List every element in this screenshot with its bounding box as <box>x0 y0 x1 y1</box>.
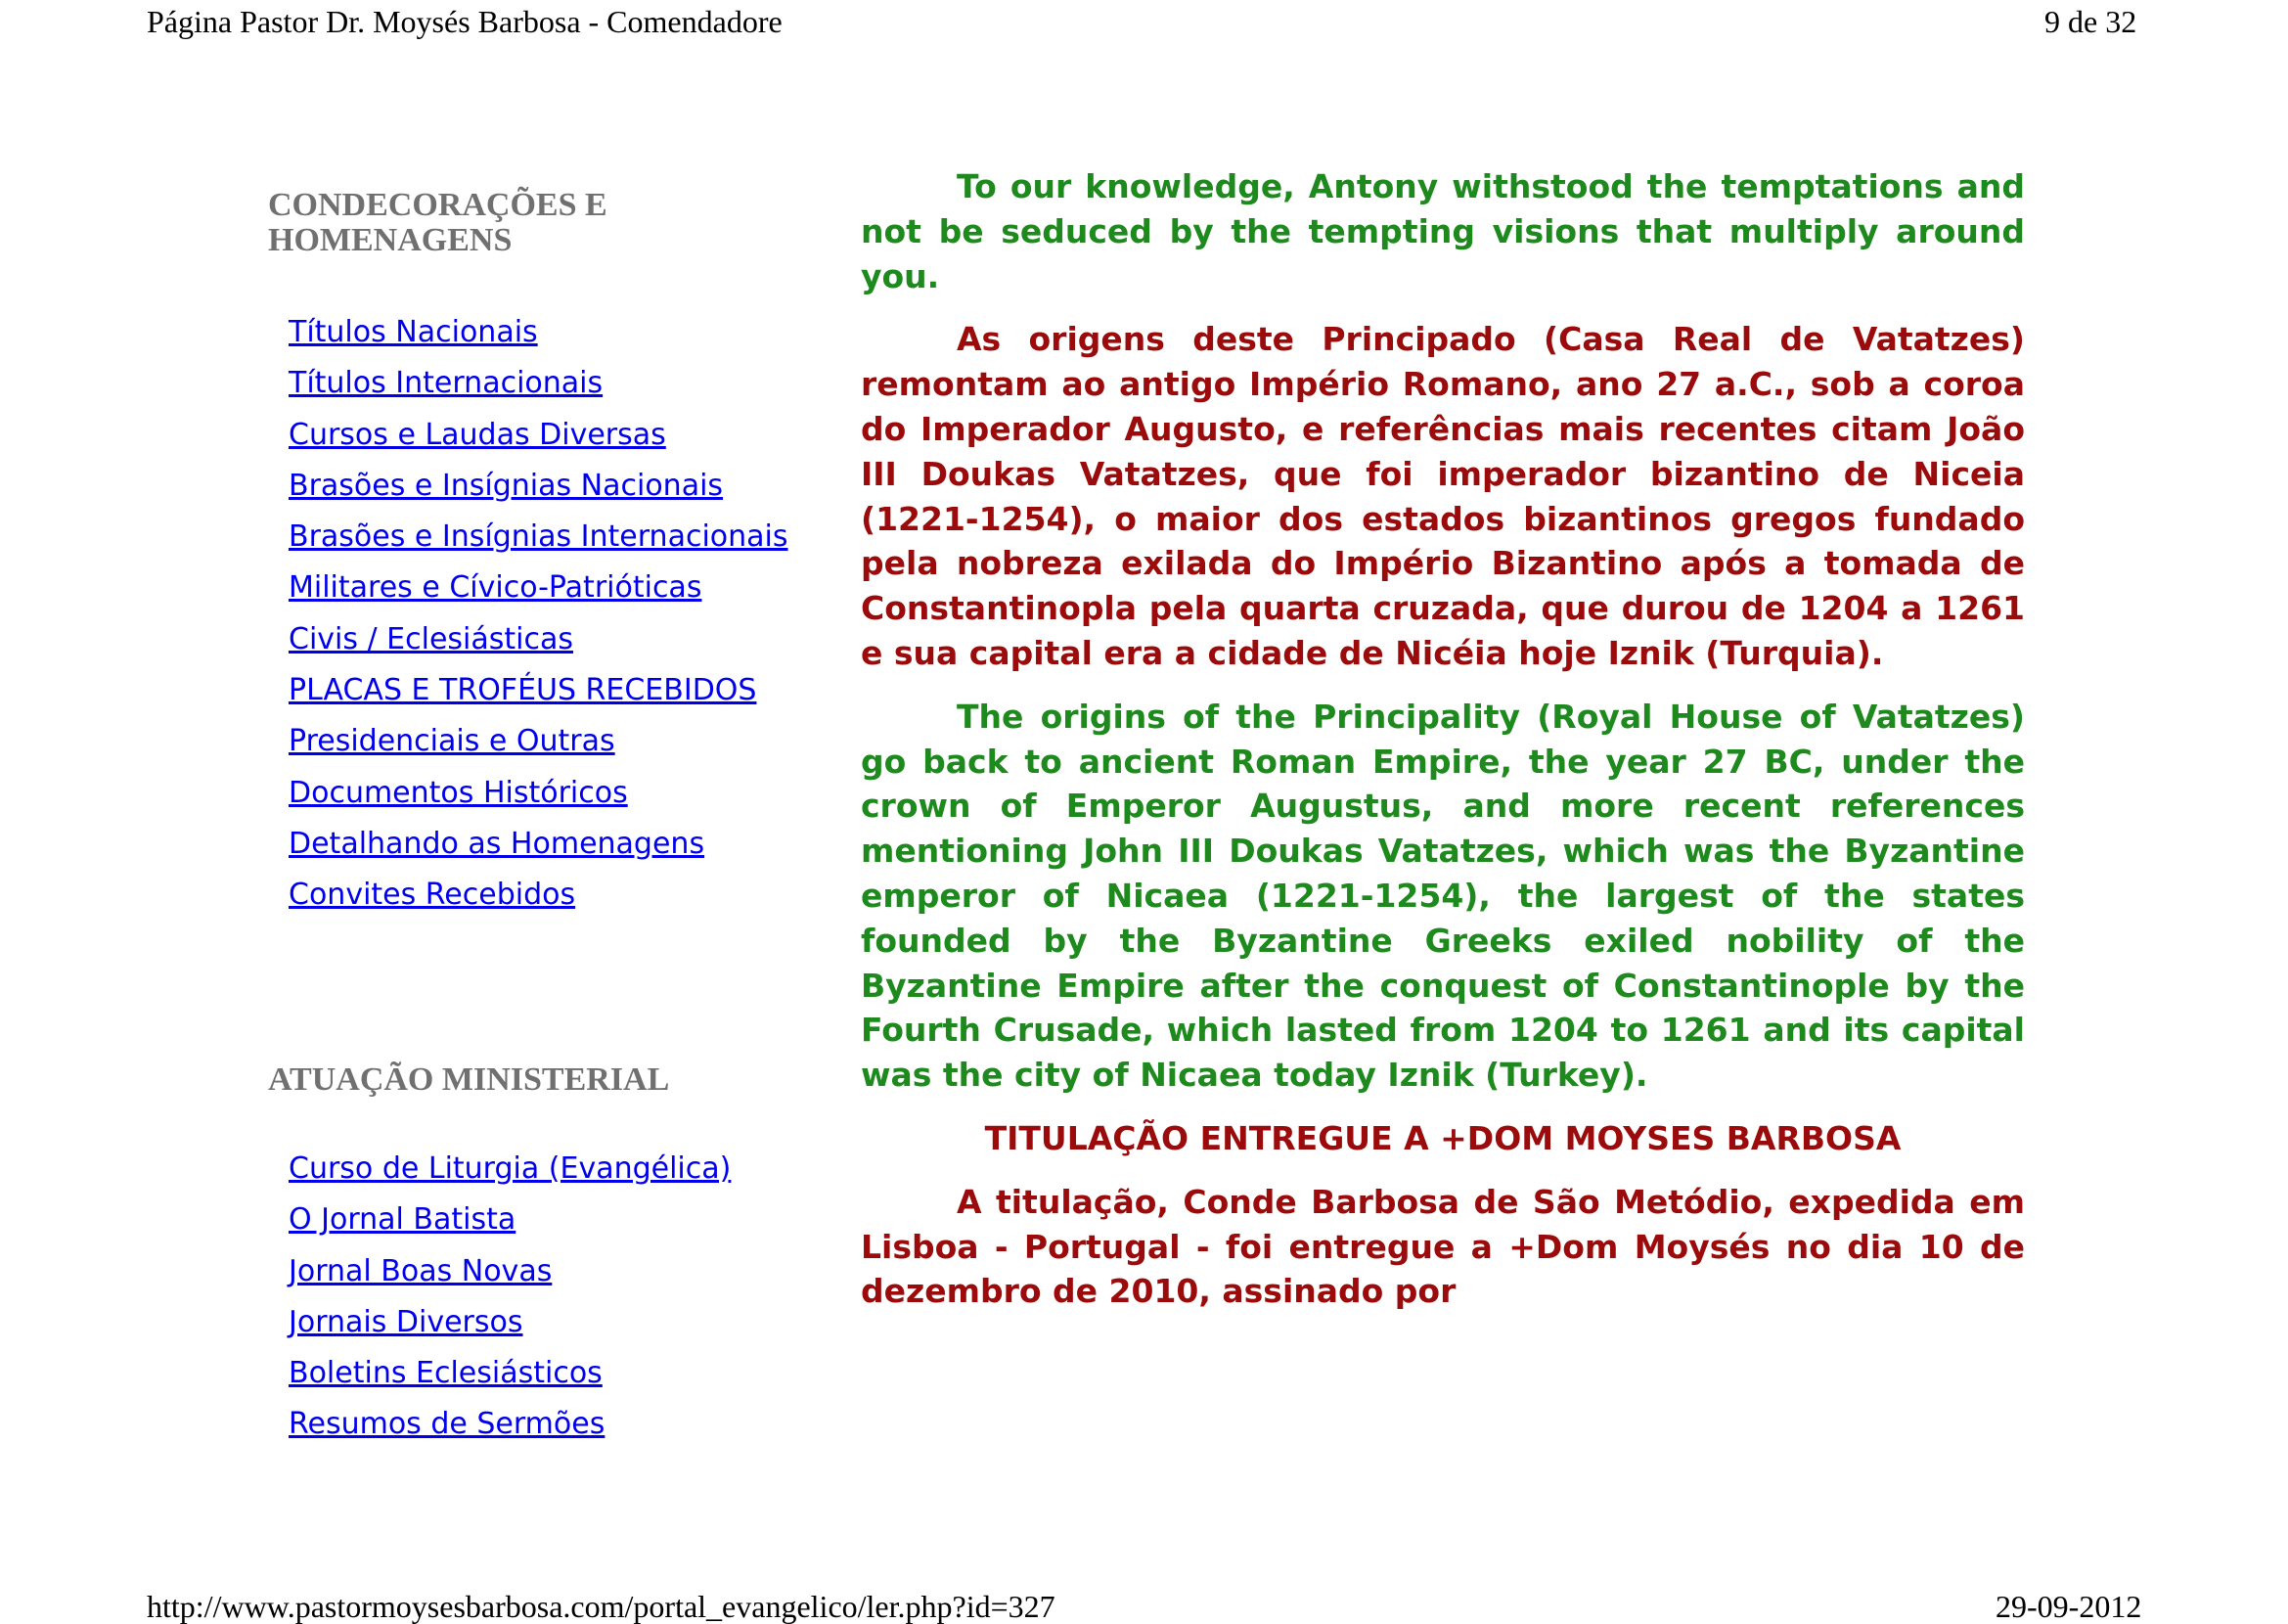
sidebar-link-titulos-internacionais[interactable]: Títulos Internacionais <box>289 366 604 401</box>
sidebar-item <box>289 827 788 878</box>
sidebar-heading-line: CONDECORAÇÕES E <box>268 187 607 223</box>
sidebar-item <box>289 1151 731 1202</box>
sidebar-item <box>289 1305 731 1356</box>
sidebar-link-boletins-eclesiasticos[interactable]: Boletins Eclesiásticos <box>289 1356 603 1391</box>
sidebar-link-curso-liturgia[interactable]: Curso de Liturgia (Evangélica) <box>289 1151 732 1186</box>
sidebar-link-convites-recebidos[interactable]: Convites Recebidos <box>289 878 576 913</box>
sidebar-links-atuacao <box>289 1151 731 1459</box>
article-section-heading: TITULAÇÃO ENTREGUE A +DOM MOYSES BARBOSA <box>984 1118 1902 1157</box>
article-paragraph-english: The origins of the Principality (Royal House of Vatatzes) go back to ancient Roman Empire, the year 27 BC, under the crown of Emperor Augustus, and more recent references mentioning John III Doukas Vatatzes, which was the Byzantine emperor of Nicaea (1221-1254), the largest of the states founded by the Byzantine Greeks exiled nobility of the Byzantine Empire after the conquest of Constantinople by the Fourth Crusade, which lasted from 1204 to 1261 and its capital was the city of Nicaea today Iznik (Turkey). <box>861 697 2025 1095</box>
sidebar-item <box>289 1356 731 1407</box>
sidebar-link-placas-trofeus[interactable]: PLACAS E TROFÉUS RECEBIDOS <box>289 673 757 708</box>
sidebar-link-detalhando-homenagens[interactable]: Detalhando as Homenagens <box>289 826 705 861</box>
article-paragraph-english: To our knowledge, Antony withstood the temptations and not be seduced by the tempting visions that multiply around you. <box>861 167 2025 295</box>
sidebar-item <box>289 519 788 570</box>
sidebar-item <box>289 1407 731 1458</box>
article-body <box>861 164 2025 1332</box>
print-footer-date: 29-09-2012 <box>1996 1589 2142 1624</box>
sidebar-heading-atuacao: ATUAÇÃO MINISTERIAL <box>268 1061 670 1098</box>
print-header-title: Página Pastor Dr. Moysés Barbosa - Comendadore <box>147 4 783 39</box>
sidebar-link-civis-eclesiasticas[interactable]: Civis / Eclesiásticas <box>289 621 574 656</box>
sidebar-link-brasoes-internacionais[interactable]: Brasões e Insígnias Internacionais <box>289 519 788 555</box>
sidebar-item <box>289 469 788 519</box>
sidebar-item <box>289 366 788 417</box>
sidebar-link-jornal-boas-novas[interactable]: Jornal Boas Novas <box>289 1253 553 1288</box>
sidebar-link-jornais-diversos[interactable]: Jornais Diversos <box>289 1304 523 1339</box>
sidebar-link-brasoes-nacionais[interactable]: Brasões e Insígnias Nacionais <box>289 468 724 503</box>
sidebar-link-jornal-batista[interactable]: O Jornal Batista <box>289 1202 516 1238</box>
sidebar-item <box>289 724 788 775</box>
sidebar-links-condecoracoes <box>289 315 788 929</box>
sidebar-item <box>289 622 788 673</box>
article-paragraph-portuguese: As origens deste Principado (Casa Real de Vatatzes) remontam ao antigo Império Romano, ano 27 a.C., sob a coroa do Imperador Augusto, e referências mais recentes citam João III Doukas Vatatzes, que foi imperador bizantino de Niceia (1221-1254), o maior dos estados bizantinos gregos fundado pela nobreza exilada do Império Bizantino após a tomada de Constantinopla pela quarta cruzada, que durou de 1204 a 1261 e sua capital era a cidade de Nicéia hoje Iznik (Turquia). <box>861 320 2025 672</box>
sidebar-link-cursos-laudas[interactable]: Cursos e Laudas Diversas <box>289 417 666 452</box>
sidebar-link-militares[interactable]: Militares e Cívico-Patrióticas <box>289 570 702 606</box>
sidebar-link-documentos-historicos[interactable]: Documentos Históricos <box>289 775 628 810</box>
sidebar-link-resumos-sermoes[interactable]: Resumos de Sermões <box>289 1407 606 1442</box>
print-footer-url: http://www.pastormoysesbarbosa.com/portal_evangelico/ler.php?id=327 <box>147 1589 1055 1624</box>
sidebar-item <box>289 418 788 469</box>
print-page-number: 9 de 32 <box>2044 4 2137 39</box>
sidebar-link-presidenciais[interactable]: Presidenciais e Outras <box>289 724 615 759</box>
sidebar-heading-condecoracoes <box>268 188 607 258</box>
sidebar-item <box>289 673 788 724</box>
sidebar-item <box>289 776 788 827</box>
sidebar-link-titulos-nacionais[interactable]: Títulos Nacionais <box>289 315 538 349</box>
sidebar-item <box>289 1254 731 1305</box>
sidebar-item <box>289 570 788 621</box>
sidebar-item <box>289 315 788 366</box>
article-paragraph-portuguese: A titulação, Conde Barbosa de São Metódio, expedida em Lisboa - Portugal - foi entregue a +Dom Moysés no dia 10 de dezembro de 2010, assinado por <box>861 1182 2025 1311</box>
sidebar-item <box>289 878 788 928</box>
sidebar-heading-line: HOMENAGENS <box>268 222 513 258</box>
sidebar-item <box>289 1202 731 1253</box>
